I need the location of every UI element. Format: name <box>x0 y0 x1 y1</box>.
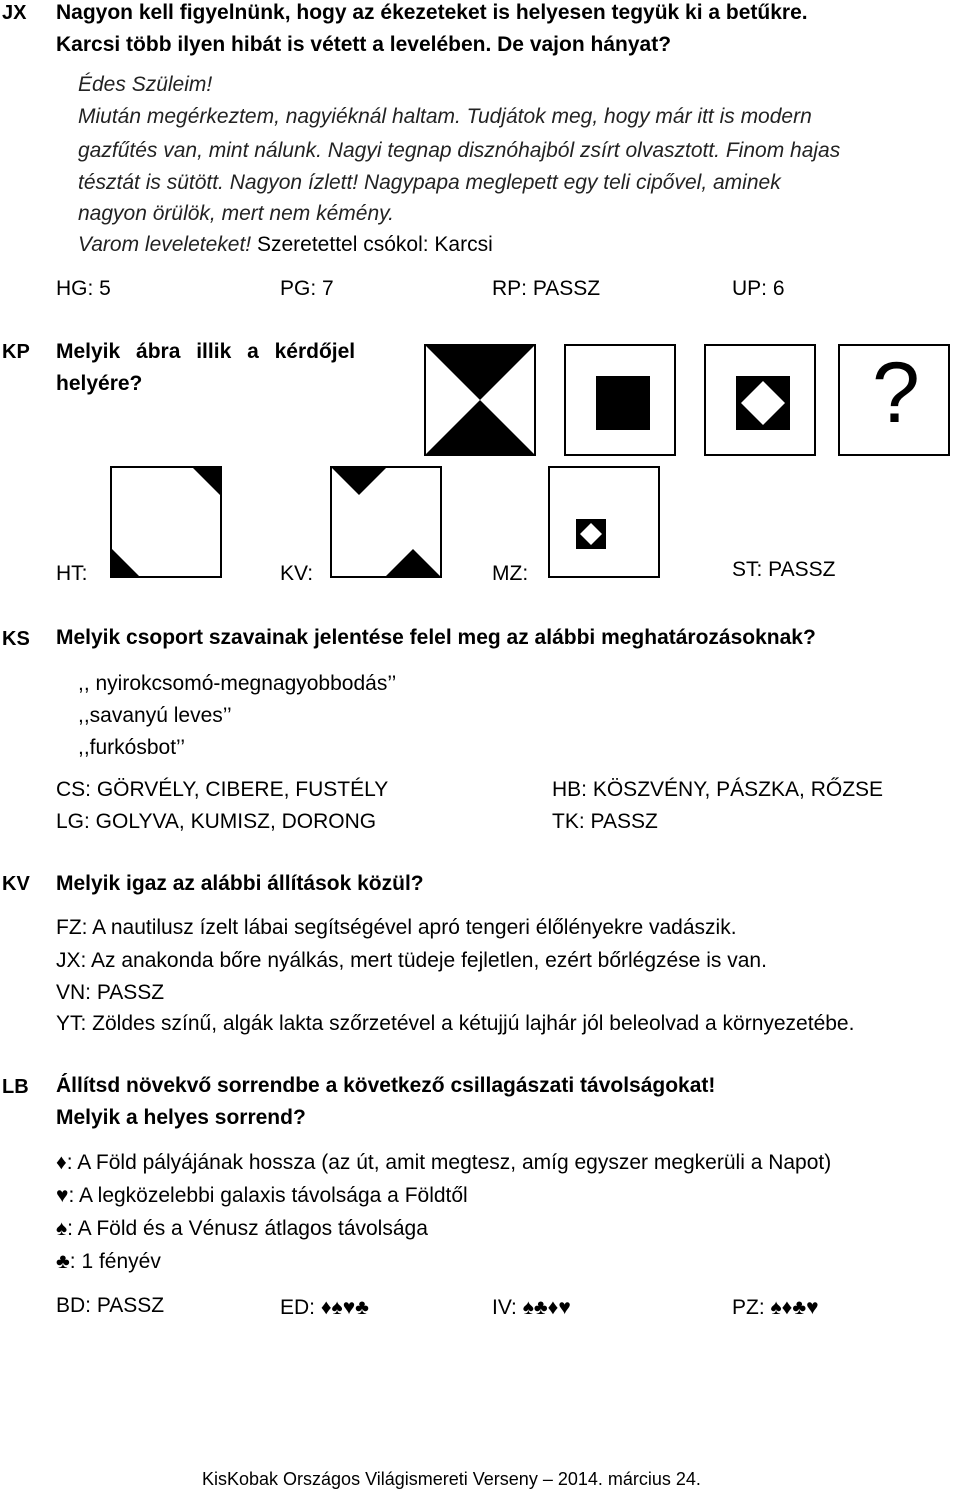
answer-option[interactable]: FZ: A nautilusz ízelt lábai segítségével apró tengeri élőlényekre vadászik. <box>56 916 737 939</box>
list-item-text: : A Föld pályájának hossza (az út, amit megtesz, amíg egyszer megkerüli a Napot) <box>66 1151 832 1174</box>
question-mark-figure <box>838 344 950 456</box>
answer-option[interactable]: PG: 7 <box>280 277 334 300</box>
diamond-in-square-figure <box>704 344 816 456</box>
question-code-lb: LB <box>2 1076 29 1098</box>
question-code-kv: KV <box>2 873 30 895</box>
answer-option[interactable]: HG: 5 <box>56 277 111 300</box>
answer-option[interactable]: VN: PASSZ <box>56 981 165 1004</box>
answer-option[interactable]: CS: GÖRVÉLY, CIBERE, FUSTÉLY <box>56 778 389 801</box>
page-footer: KisKobak Országos Világismereti Verseny – 2014. március 24. <box>202 1469 701 1489</box>
answer-option[interactable]: BD: PASSZ <box>56 1294 165 1317</box>
letter-line: Miután megérkeztem, nagyiéknál haltam. Tudjátok meg, hogy már itt is modern <box>78 105 812 128</box>
hourglass-triangles-figure <box>424 344 536 456</box>
question-code-ks: KS <box>2 628 30 650</box>
answer-figure-mz[interactable] <box>548 466 660 578</box>
club-suit-icon: ♣ <box>56 1250 70 1273</box>
answer-option[interactable]: RP: PASSZ <box>492 277 601 300</box>
list-item-text: : A Föld és a Vénusz átlagos távolsága <box>67 1217 428 1240</box>
list-item <box>56 1217 428 1241</box>
filled-square-figure <box>564 344 676 456</box>
list-item <box>56 1151 831 1175</box>
question-text: helyére? <box>56 372 143 395</box>
letter-line <box>78 233 493 257</box>
answer-option[interactable]: HB: KÖSZVÉNY, PÁSZKA, RŐZSE <box>552 778 884 801</box>
list-item-text: : 1 fényév <box>69 1250 161 1273</box>
letter-line: gazfűtés van, mint nálunk. Nagyi tegnap disznóhajból zsírt olvasztott. Finom hajas <box>78 139 841 162</box>
definition: ,,furkósbot’’ <box>78 736 185 759</box>
question-mark: ? <box>872 345 920 441</box>
question-text: Melyik ábra illik a kérdőjel <box>56 340 356 363</box>
question-text: Állítsd növekvő sorrendbe a következő csillagászati távolságokat! <box>56 1074 716 1097</box>
question-text: Karcsi több ilyen hibát is vétett a levelében. De vajon hányat? <box>56 33 672 56</box>
letter-greeting: Varom leveleteket! <box>78 233 252 256</box>
answer-option[interactable]: YT: Zöldes színű, algák lakta szőrzetével a kétujjú lajhár jól beleolvad a környezetébe. <box>56 1012 855 1035</box>
answer-option[interactable]: ED: ♦♠♥♣ <box>280 1296 369 1319</box>
spade-suit-icon: ♠ <box>56 1217 68 1240</box>
list-item <box>56 1250 161 1274</box>
list-item-text: : A legközelebbi galaxis távolsága a Földtől <box>68 1184 468 1207</box>
answer-figure-ht[interactable] <box>110 466 222 578</box>
letter-line: nagyon örülök, mert nem kémény. <box>78 202 394 225</box>
answer-option[interactable]: ST: PASSZ <box>732 558 836 581</box>
answer-figure-kv[interactable] <box>330 466 442 578</box>
answer-option[interactable]: PZ: ♠♦♣♥ <box>732 1296 819 1319</box>
definition: ,, nyirokcsomó-megnagyobbodás’’ <box>78 672 397 695</box>
answer-option[interactable]: MZ: <box>492 562 529 585</box>
answer-option[interactable]: IV: ♠♣♦♥ <box>492 1296 571 1319</box>
answer-option[interactable]: HT: <box>56 562 88 585</box>
question-text: Melyik csoport szavainak jelentése felel meg az alábbi meghatározásoknak? <box>56 626 816 649</box>
question-code-kp: KP <box>2 341 30 363</box>
answer-option[interactable]: LG: GOLYVA, KUMISZ, DORONG <box>56 810 377 833</box>
letter-line: tésztát is sütött. Nagyon ízlett! Nagypapa meglepett egy teli cipővel, aminek <box>78 171 781 194</box>
answer-option[interactable]: KV: <box>280 562 314 585</box>
question-text: Melyik a helyes sorrend? <box>56 1106 306 1129</box>
answer-option[interactable]: TK: PASSZ <box>552 810 658 833</box>
question-code-jx: JX <box>2 2 27 24</box>
question-text: Nagyon kell figyelnünk, hogy az ékezeteket is helyesen tegyük ki a betűkre. <box>56 1 808 24</box>
question-text: Melyik igaz az alábbi állítások közül? <box>56 872 424 895</box>
letter-line: Édes Szüleim! <box>78 73 213 96</box>
answer-option[interactable]: UP: 6 <box>732 277 785 300</box>
list-item <box>56 1184 468 1208</box>
answer-option[interactable]: JX: Az anakonda bőre nyálkás, mert tüdeje fejletlen, ezért bőrlégzése is van. <box>56 949 767 972</box>
letter-signoff: Szeretettel csókol: Karcsi <box>256 233 493 256</box>
diamond-suit-icon: ♦ <box>56 1151 67 1174</box>
definition: ,,savanyú leves’’ <box>78 704 232 727</box>
heart-suit-icon: ♥ <box>56 1184 69 1207</box>
